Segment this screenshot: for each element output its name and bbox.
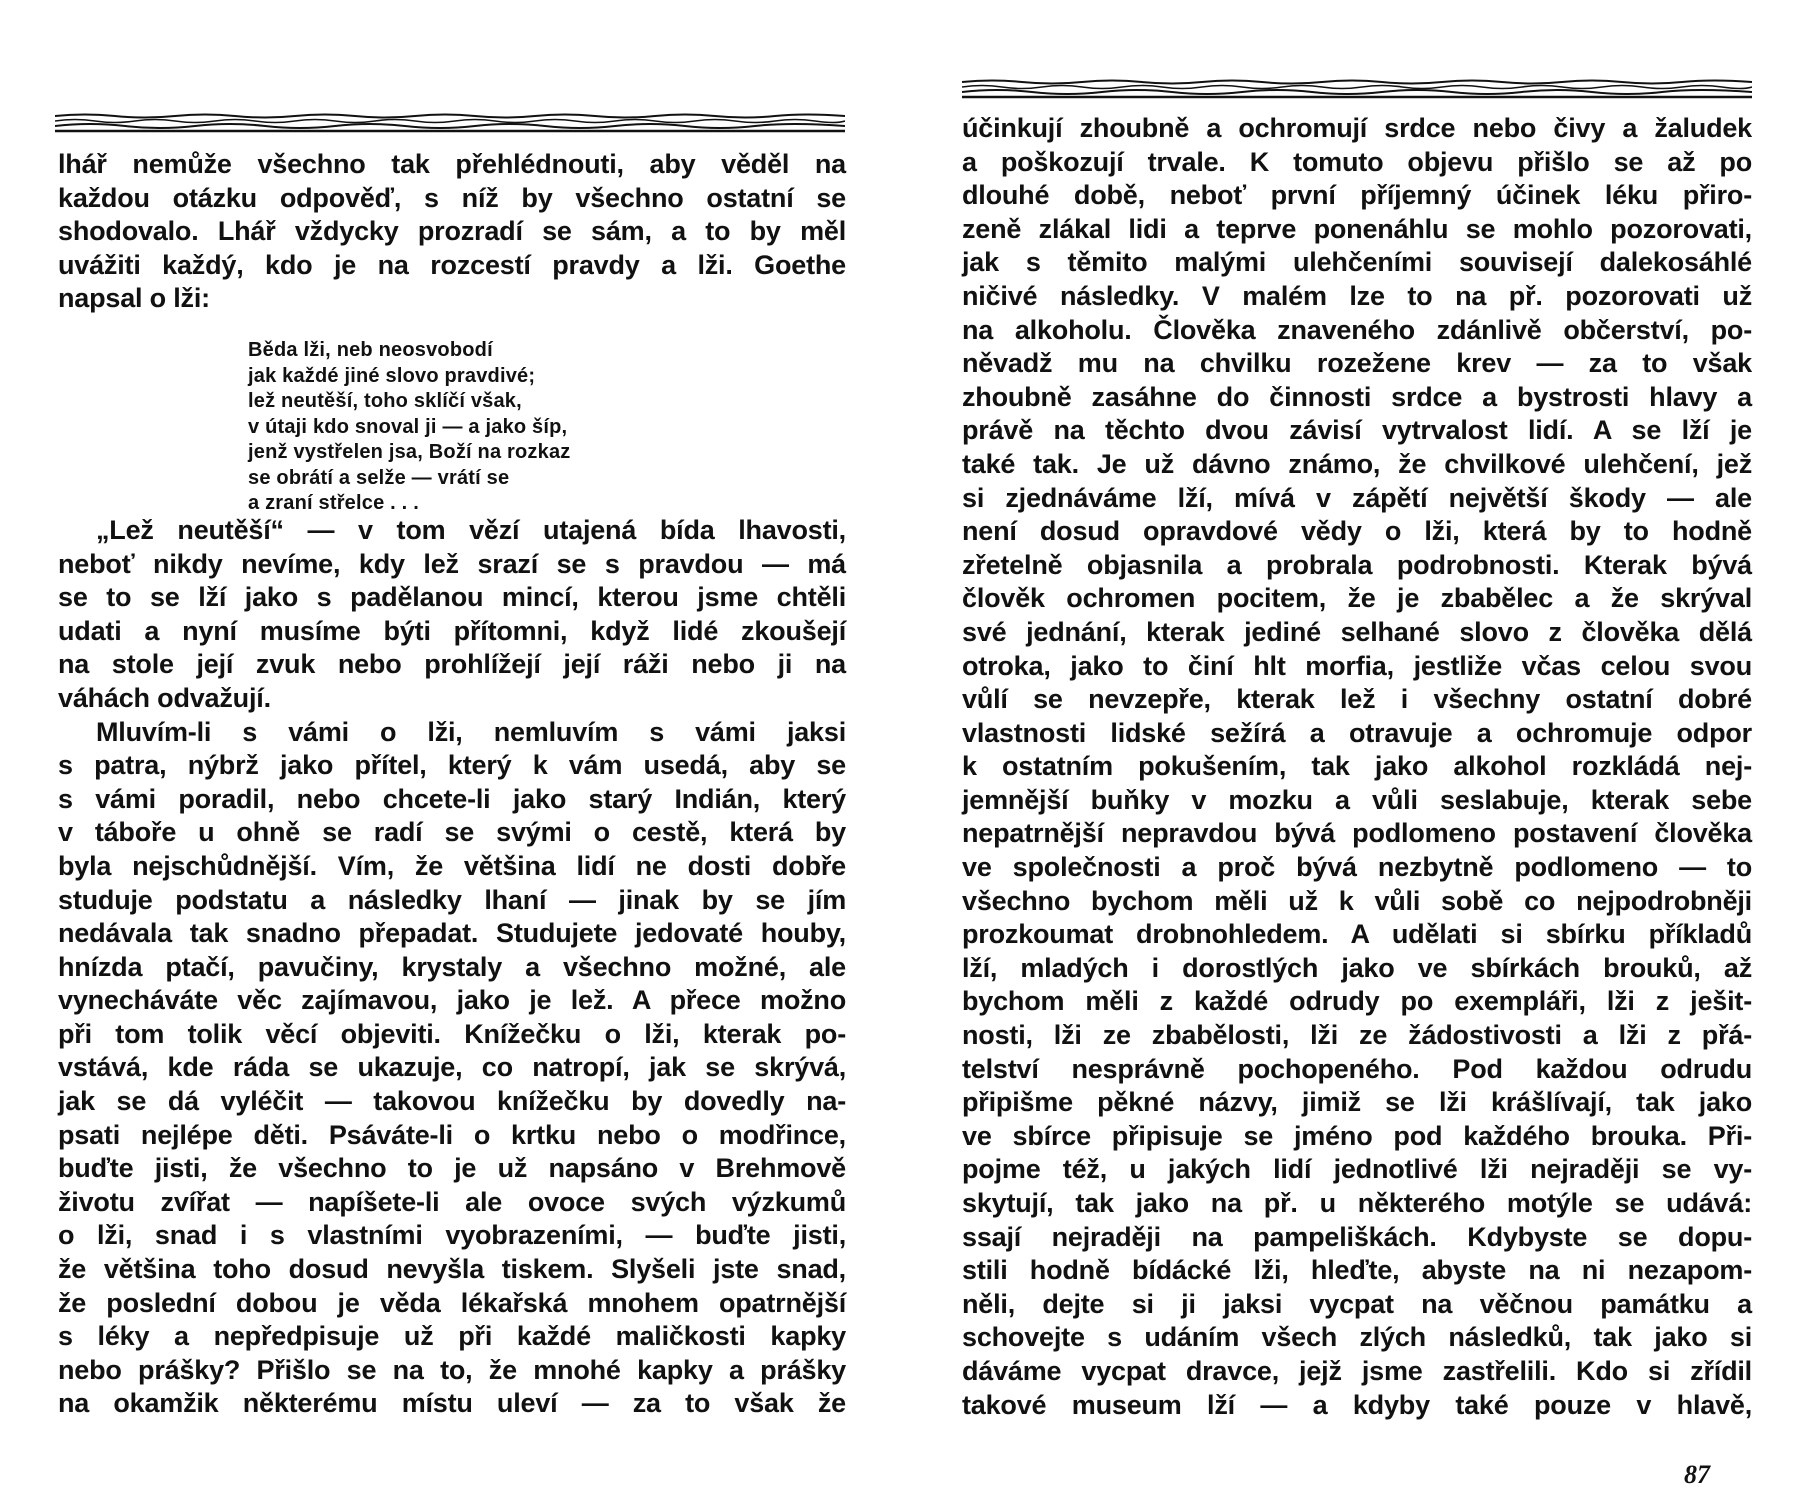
text-line: vstává, kde ráda se ukazuje, co natropí, jak se skrývá, bbox=[58, 1052, 846, 1083]
page-number: 87 bbox=[1684, 1460, 1710, 1489]
text-line: něvadž mu na chvilku rozežene krev — za to však bbox=[962, 348, 1752, 379]
text-line: stili hodně bídácké lži, hleďte, abyste na ni nezapom- bbox=[962, 1255, 1752, 1286]
text-line: s patra, nýbrž jako přítel, který k vám usedá, aby se bbox=[58, 750, 846, 781]
text-line: dlouhé době, neboť první příjemný účinek léku přiro- bbox=[962, 180, 1752, 211]
text-line: na stole její zvuk nebo prohlížejí její ráži nebo ji na bbox=[58, 649, 846, 680]
text-line: takové museum lží — a kdyby také pouze v hlavě, bbox=[962, 1389, 1752, 1420]
text-line: něli, dejte si ji jaksi vycpat na věčnou památku a bbox=[962, 1288, 1752, 1319]
text-line: pojme též, u jakých lidí jednotlivé lži nejraději se vy- bbox=[962, 1154, 1752, 1185]
text-line: životu zvířat — napíšete-li ale ovoce svých výzkumů bbox=[58, 1186, 846, 1217]
text-line: účinkují zhoubně a ochromují srdce nebo čivy a žaludek bbox=[962, 113, 1752, 143]
text-line: dáváme vycpat dravce, jejž jsme zastřelili. Kdo si zřídil bbox=[962, 1355, 1752, 1386]
text-line: ssají nejraději na pampeliškách. Kdybyste se dopu- bbox=[962, 1221, 1752, 1252]
poem-line: Běda lži, neb neosvobodí bbox=[248, 339, 493, 361]
text-line: telství nesprávně pochopeného. Pod každou odrudu bbox=[962, 1053, 1752, 1084]
text-line: o lži, snad i s vlastními vyobrazeními, — buďte jisti, bbox=[58, 1220, 846, 1251]
text-line: na okamžik některému místu uleví — za to však že bbox=[58, 1388, 846, 1419]
text-line: ve sbírce připisuje se jméno pod každého brouka. Při- bbox=[962, 1120, 1752, 1151]
text-line: s vámi poradil, nebo chcete-li jako starý Indián, který bbox=[58, 783, 846, 814]
text-line: právě na těchto dvou závisí vytrvalost lidí. A se lží je bbox=[962, 415, 1752, 446]
text-line: s léky a nepředpisuje už při každé maličkosti kapky bbox=[58, 1321, 846, 1352]
text-line: není dosud opravdové vědy o lži, která by to hodně bbox=[962, 516, 1752, 547]
text-line: jak se dá vyléčit — takovou knížečku by dovedly na- bbox=[58, 1086, 846, 1117]
poem-line: v útaji kdo snoval ji — a jako šíp, bbox=[248, 415, 568, 438]
poem-line: se obrátí a selže — vrátí se bbox=[248, 466, 510, 489]
right-page bbox=[900, 0, 1800, 1500]
text-line: otroka, jako to činí hlt morfia, jestliže včas celou svou bbox=[962, 650, 1752, 681]
poem-line: jenž vystřelen jsa, Boží na rozkaz bbox=[248, 441, 571, 463]
text-line: zeně zlákal lidi a teprve ponenáhlu se mohlo pozorovati, bbox=[962, 213, 1752, 244]
text-line: Mluvím-li s vámi o lži, nemluvím s vámi jaksi bbox=[96, 716, 846, 747]
text-line: vynecháváte věc zajímavou, jako je lež. A přece možno bbox=[58, 985, 846, 1016]
text-line: také tak. Je už dávno známo, že chvilkové ulehčení, jež bbox=[962, 448, 1752, 479]
text-line: vůlí se nevzepře, kterak lež i všechny ostatní dobré bbox=[962, 684, 1752, 715]
text-line: na alkoholu. Člověka znaveného zdánlivě občerství, po- bbox=[962, 314, 1752, 345]
text-line: buďte jisti, že všechno to je už napsáno v Brehmově bbox=[58, 1153, 846, 1184]
text-line: „Lež neutěší“ — v tom vězí utajená bída lhavosti, bbox=[96, 514, 846, 545]
text-line: člověk ochromen pocitem, že je zbabělec a že skrýval bbox=[962, 583, 1752, 614]
text-line: prozkoumat drobnohledem. A udělati si sbírku příkladů bbox=[962, 919, 1752, 950]
text-line: jemnější buňky v mozku a vůli seslabuje, kterak sebe bbox=[962, 784, 1752, 815]
text-line: ve společnosti a proč bývá nezbytně podlomeno — to bbox=[962, 852, 1752, 883]
poem-line: jak každé jiné slovo pravdivé; bbox=[248, 364, 536, 387]
text-line: bychom měli z každé odrudy po exempláři, lži z ješit- bbox=[962, 986, 1752, 1017]
text-line: že většina toho dosud nevyšla tiskem. Slyšeli jste snad, bbox=[58, 1254, 846, 1285]
text-line: nebo prášky? Přišlo se na to, že mnohé kapky a prášky bbox=[58, 1354, 846, 1385]
text-line: shodovalo. Lhář vždycky prozradí se sám, a to by měl bbox=[58, 216, 846, 247]
text-line: připišme pěkné názvy, jimiž se lži krášlívají, tak jako bbox=[962, 1087, 1752, 1118]
text-line: každou otázku odpověď, s níž by všechno ostatní se bbox=[58, 182, 846, 213]
text-line: se to se lží jako s padělanou mincí, kterou jsme chtěli bbox=[58, 582, 846, 613]
text-line: studuje podstatu a následky lhaní — jinak by se jím bbox=[58, 884, 846, 915]
text-line: si zjednáváme lží, mívá v zápětí největší škody — ale bbox=[962, 482, 1752, 513]
right-page-body bbox=[962, 112, 1752, 1422]
text-line: skytují, tak jako na př. u některého motýle se udává: bbox=[962, 1188, 1752, 1218]
text-line: všechno bychom měli už k vůli sobě co nejpodrobněji bbox=[962, 885, 1752, 916]
text-line: že poslední dobou je věda lékařská mnohem opatrnější bbox=[58, 1287, 846, 1318]
goethe-poem bbox=[248, 338, 570, 517]
text-line: byla nejschůdnější. Vím, že většina lidí ne dosti dobře bbox=[58, 850, 846, 881]
text-line: schovejte s udáním všech zlých následků, tak jako si bbox=[962, 1322, 1752, 1353]
text-line: v táboře u ohně se radí se svými o cestě, která by bbox=[58, 817, 846, 848]
text-line: své jednání, kterak jediné selhané slovo z člověka dělá bbox=[962, 616, 1752, 647]
text-line: nepatrnější nepravdou bývá podlomeno postavení člověka bbox=[962, 818, 1752, 849]
text-line: nosti, lži ze zbabělosti, lži ze žádostivosti a lži z přá- bbox=[962, 1020, 1752, 1051]
text-line: lží, mladých i dorostlých jako ve sbírkách brouků, až bbox=[962, 952, 1752, 983]
text-line: psati nejlépe děti. Psáváte-li o krtku nebo o modřince, bbox=[58, 1119, 846, 1150]
text-line: zřetelně objasnila a probrala podrobnosti. Kterak bývá bbox=[962, 549, 1752, 580]
text-line: k ostatním pokušením, tak jako alkohol rozkládá nej- bbox=[962, 751, 1752, 782]
text-line: napsal o lži: bbox=[58, 283, 210, 314]
text-line: ničivé následky. V malém lze to na př. pozorovati už bbox=[962, 280, 1752, 311]
text-line: při tom tolik věcí objeviti. Knížečku o lži, kterak po- bbox=[58, 1018, 846, 1049]
text-line: neboť nikdy nevíme, kdy lež srazí se s pravdou — má bbox=[58, 548, 846, 579]
text-line: a poškozují trvale. K tomuto objevu přišlo se až po bbox=[962, 146, 1752, 177]
text-line: váhách odvažují. bbox=[58, 682, 271, 713]
text-line: uvážiti každý, kdo je na rozcestí pravdy a lži. Goethe bbox=[58, 249, 846, 280]
text-line: vlastnosti lidské sežírá a otravuje a ochromuje odpor bbox=[962, 717, 1752, 748]
poem-line: lež neutěší, toho sklíčí však, bbox=[248, 390, 522, 412]
poem-line: a zraní střelce . . . bbox=[248, 492, 419, 514]
text-line: hnízda ptačí, pavučiny, krystaly a všechno možné, ale bbox=[58, 951, 846, 982]
ornamental-rule bbox=[962, 78, 1752, 100]
text-line: nedávala tak snadno přepadat. Studujete jedovaté houby, bbox=[58, 918, 846, 949]
text-line: jak s těmito malými ulehčeními souvisejí dalekosáhlé bbox=[962, 247, 1752, 278]
ornamental-rule bbox=[55, 112, 845, 134]
text-line: lhář nemůže všechno tak přehlédnouti, aby věděl na bbox=[58, 149, 846, 179]
text-line: udati a nyní musíme býti přítomni, když lidé zkoušejí bbox=[58, 615, 846, 646]
text-line: zhoubně zasáhne do činnosti srdce a bystrosti hlavy a bbox=[962, 381, 1752, 412]
